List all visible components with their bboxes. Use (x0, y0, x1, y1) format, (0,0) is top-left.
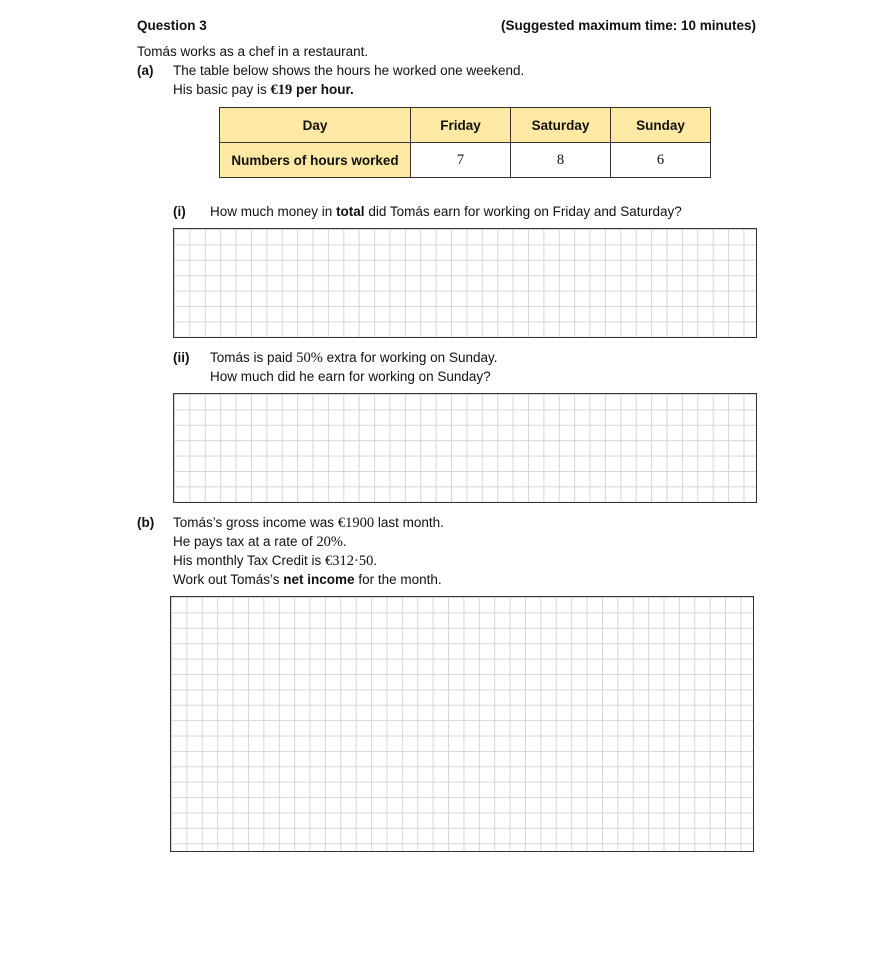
question-i-text (210, 204, 682, 219)
friday-header-cell: Friday (411, 108, 511, 143)
day-header-cell: Day (220, 108, 411, 143)
part-b-line3 (173, 553, 377, 570)
saturday-header-cell: Saturday (511, 108, 611, 143)
part-b-line1 (173, 515, 444, 532)
tax-rate-value: 20% (316, 534, 343, 550)
question-i-post: did Tomás earn for working on Friday and Saturday? (364, 204, 682, 219)
part-b-line2 (173, 534, 347, 551)
answer-box-i[interactable] (173, 228, 757, 338)
part-b-label: (b) (137, 515, 155, 530)
friday-hours-cell: 7 (411, 143, 511, 178)
part-b-line1-post: last month. (374, 515, 444, 530)
part-a-line1: The table below shows the hours he worked one weekend. (173, 63, 525, 78)
part-b-line2-pre: He pays tax at a rate of (173, 534, 317, 549)
table-row (220, 108, 711, 143)
basic-pay-unit: per hour. (292, 82, 354, 97)
intro-text: Tomás works as a chef in a restaurant. (137, 44, 369, 59)
question-ii-line2: How much did he earn for working on Sunday? (210, 369, 491, 384)
saturday-hours-cell: 8 (511, 143, 611, 178)
part-b-line1-pre: Tomás’s gross income was (173, 515, 338, 530)
part-b-line4-bold: net income (283, 572, 355, 587)
question-i-label: (i) (173, 204, 186, 219)
basic-pay-amount: €19 (270, 82, 293, 98)
question-i-pre: How much money in (210, 204, 337, 219)
hours-header-cell: Numbers of hours worked (220, 143, 411, 178)
hours-table (219, 107, 711, 178)
gross-income-value: €1900 (337, 515, 375, 531)
question-ii-line1-post: extra for working on Sunday. (322, 350, 498, 365)
part-b-line4-post: for the month. (354, 572, 442, 587)
part-b-line2-post: . (342, 534, 347, 549)
time-note: (Suggested maximum time: 10 minutes) (501, 18, 757, 33)
part-b-line3-pre: His monthly Tax Credit is (173, 553, 326, 568)
question-i-bold: total (336, 204, 365, 219)
tax-credit-value: €312·50 (325, 553, 374, 569)
question-ii-percent: 50% (296, 350, 323, 366)
question-ii-line1 (210, 350, 497, 367)
answer-box-b[interactable] (170, 596, 754, 852)
sunday-header-cell: Sunday (611, 108, 711, 143)
part-b-line4 (173, 572, 442, 587)
question-title: Question 3 (137, 18, 207, 33)
table-row (220, 143, 711, 178)
question-ii-line1-pre: Tomás is paid (210, 350, 297, 365)
question-ii-label: (ii) (173, 350, 190, 365)
answer-box-ii[interactable] (173, 393, 757, 503)
part-a-line2 (173, 82, 354, 99)
sunday-hours-cell: 6 (611, 143, 711, 178)
part-a-label: (a) (137, 63, 154, 78)
part-b-line3-post: . (373, 553, 378, 568)
basic-pay-prefix: His basic pay is (173, 82, 271, 97)
part-b-line4-pre: Work out Tomás’s (173, 572, 284, 587)
